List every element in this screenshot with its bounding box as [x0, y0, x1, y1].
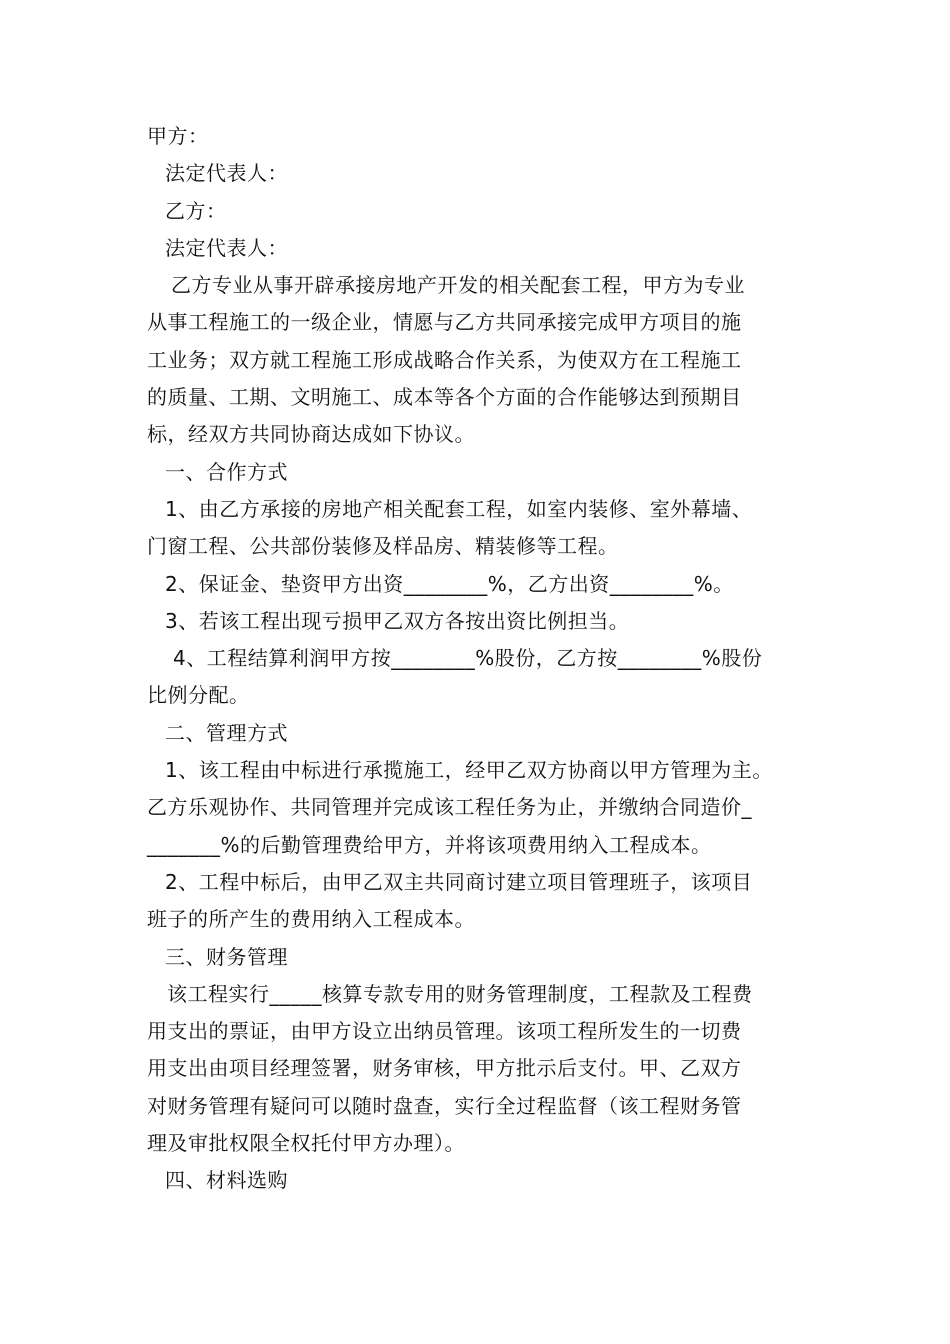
document-line: 工业务；双方就工程施工形成战略合作关系，为使双方在工程施工 [147, 347, 742, 372]
document-line: 三、财务管理 [165, 944, 288, 969]
document-line: 乙方专业从事开辟承接房地产开发的相关配套工程，甲方为专业 [171, 273, 745, 298]
document-line: 乙方： [165, 198, 227, 223]
document-line: 四、材料选购 [165, 1168, 288, 1193]
document-line: 理及审批权限全权托付甲方办理）。 [147, 1131, 465, 1156]
document-line: 比例分配。 [147, 683, 250, 708]
document-line: 该工程实行_____核算专款专用的财务管理制度，工程款及工程费 [167, 981, 753, 1006]
document-line: 用支出由项目经理签署，财务审核，甲方批示后支付。甲、乙双方 [147, 1056, 742, 1081]
document-line: _______%的后勤管理费给甲方，并将该项费用纳入工程成本。 [147, 832, 712, 857]
document-line: 4、工程结算利润甲方按________%股份，乙方按________%股份 [173, 646, 763, 671]
document-body [147, 118, 827, 1200]
document-line: 乙方乐观协作、共同管理并完成该工程任务为止，并缴纳合同造价_ [147, 795, 752, 820]
document-line: 二、管理方式 [165, 720, 288, 745]
document-line: 的质量、工期、文明施工、成本等各个方面的合作能够达到预期目 [147, 385, 742, 410]
document-line: 法定代表人： [165, 235, 288, 260]
document-line: 从事工程施工的一级企业，情愿与乙方共同承接完成甲方项目的施 [147, 310, 742, 335]
document-line: 标，经双方共同协商达成如下协议。 [147, 422, 475, 447]
document-line: 一、合作方式 [165, 459, 288, 484]
document-line: 2、保证金、垫资甲方出资________%，乙方出资________%。 [165, 571, 734, 596]
document-line: 对财务管理有疑问可以随时盘查，实行全过程监督（该工程财务管 [147, 1093, 742, 1118]
document-line: 2、工程中标后，由甲乙双主共同商讨建立项目管理班子，该项目 [165, 869, 753, 894]
document-line: 3、若该工程出现亏损甲乙双方各按出资比例担当。 [165, 608, 630, 633]
document-line: 1、由乙方承接的房地产相关配套工程，如室内装修、室外幕墙、 [165, 496, 753, 521]
document-line: 法定代表人： [165, 161, 288, 186]
document-line: 门窗工程、公共部份装修及样品房、精装修等工程。 [147, 534, 619, 559]
document-line: 用支出的票证，由甲方设立出纳员管理。该项工程所发生的一切费 [147, 1019, 742, 1044]
document-line: 甲方： [147, 124, 209, 148]
document-line: 班子的所产生的费用纳入工程成本。 [147, 907, 475, 932]
document-line: 1、该工程由中标进行承揽施工，经甲乙双方协商以甲方管理为主。 [165, 758, 773, 783]
